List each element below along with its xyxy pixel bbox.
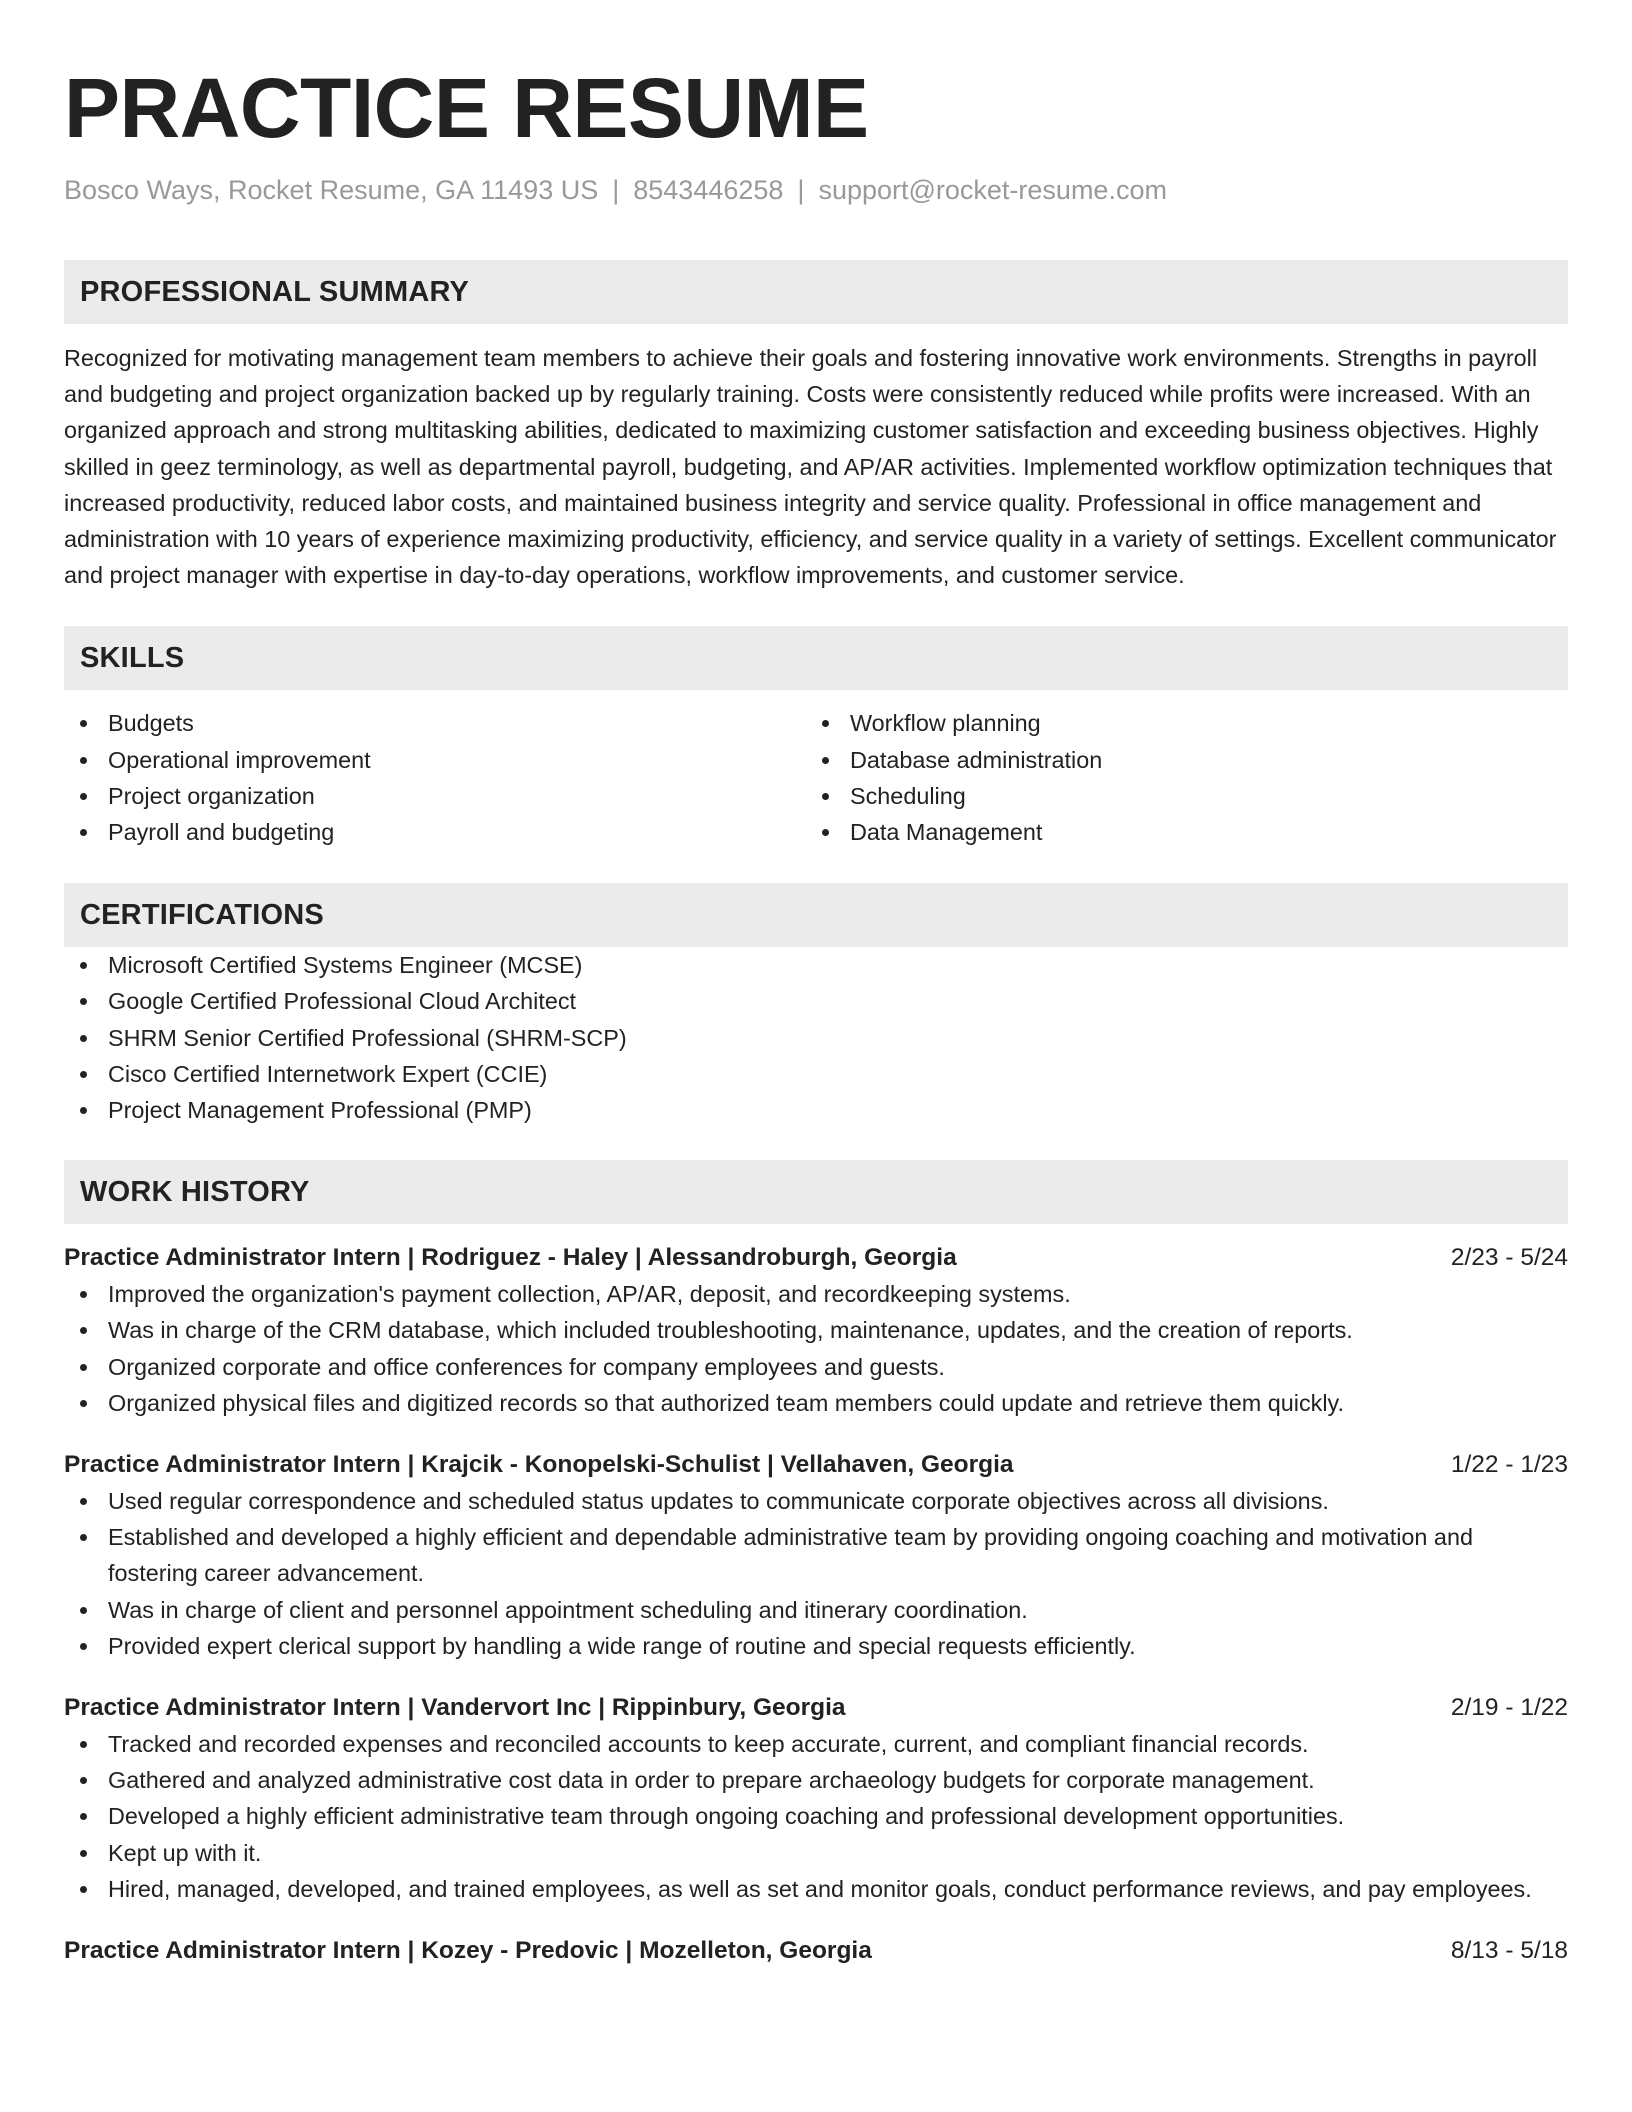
job-dates: 2/23 - 5/24: [1450, 1244, 1568, 1272]
bullet-dot-icon: [80, 1400, 87, 1407]
certification-label: SHRM Senior Certified Professional (SHRM-SCP): [108, 1024, 627, 1051]
job-bullet: [64, 1798, 1568, 1834]
bullet-dot-icon: [80, 1643, 87, 1650]
skill-item: [806, 778, 1548, 814]
job-bullet: [64, 1871, 1568, 1907]
contact-separator: |: [797, 175, 805, 205]
bullet-dot-icon: [80, 1534, 87, 1541]
summary-text: Recognized for motivating management team members to achieve their goals and fostering innovative work environments. Strengths in payroll and budgeting and project organization backed up by regularly training. Costs were consistently reduced while profits were increased. With an organized approach and strong multitasking abilities, dedicated to maximizing customer satisfaction and exceeding business objectives. Highly skilled in geez terminology, as well as departmental payroll, budgeting, and AP/AR activities. Implemented workflow optimization techniques that increased productivity, reduced labor costs, and maintained business integrity and service quality. Professional in office management and administration with 10 years of experience maximizing productivity, efficiency, and service quality in a variety of settings. Excellent communicator and project manager with expertise in day-to-day operations, workflow improvements, and customer service.: [64, 345, 1557, 589]
job-entry: [64, 1240, 1568, 1421]
job-bullet-text: Improved the organization's payment collection, AP/AR, deposit, and recordkeeping systems.: [108, 1281, 1071, 1308]
bullet-dot-icon: [80, 1813, 87, 1820]
resume-name: PRACTICE RESUME: [64, 61, 869, 155]
skills-list-left: [64, 705, 806, 850]
skill-item: [64, 742, 806, 778]
job-heading: Practice Administrator Intern | Vandervort Inc | Rippinbury, Georgia: [64, 1694, 846, 1722]
job-bullet-text: Used regular correspondence and scheduled status updates to communicate corporate objectives across all divisions.: [108, 1488, 1329, 1515]
job-bullet-text: Was in charge of the CRM database, which included troubleshooting, maintenance, updates, and the creation of reports.: [108, 1317, 1353, 1344]
contact-address: Bosco Ways, Rocket Resume, GA 11493 US: [64, 175, 599, 205]
job-entry: [64, 1690, 1568, 1907]
bullet-dot-icon: [80, 1741, 87, 1748]
section-header-certifications: CERTIFICATIONS: [64, 883, 1568, 947]
job-bullet: [64, 1762, 1568, 1798]
job-heading-row: [64, 1447, 1568, 1483]
skill-item: [806, 742, 1548, 778]
job-bullet-text: Was in charge of client and personnel appointment scheduling and itinerary coordination.: [108, 1596, 1028, 1623]
certification-label: Cisco Certified Internetwork Expert (CCIE): [108, 1060, 548, 1087]
job-bullet: [64, 1276, 1568, 1312]
job-bullet-text: Developed a highly efficient administrative team through ongoing coaching and professional development opportunities.: [108, 1803, 1345, 1830]
job-bullet-text: Tracked and recorded expenses and reconciled accounts to keep accurate, current, and compliant financial records.: [108, 1731, 1309, 1758]
bullet-dot-icon: [822, 720, 829, 727]
job-heading: Practice Administrator Intern | Rodriguez - Haley | Alessandroburgh, Georgia: [64, 1244, 957, 1272]
contact-line: [64, 172, 1568, 208]
job-bullet-text: Kept up with it.: [108, 1839, 262, 1866]
job-bullet-text: Hired, managed, developed, and trained employees, as well as set and monitor goals, conduct performance reviews, and pay employees.: [108, 1875, 1532, 1902]
job-bullet: [64, 1312, 1568, 1348]
certifications-list: [64, 947, 1568, 1128]
job-bullet: [64, 1483, 1568, 1519]
bullet-dot-icon: [822, 757, 829, 764]
job-bullet: [64, 1628, 1568, 1664]
job-bullet-text: Organized corporate and office conferences for company employees and guests.: [108, 1353, 945, 1380]
job-bullet-text: Provided expert clerical support by handling a wide range of routine and special requests efficiently.: [108, 1632, 1136, 1659]
bullet-dot-icon: [80, 1035, 87, 1042]
certification-item: [64, 983, 1568, 1019]
resume-page: [64, 0, 1568, 1969]
bullet-dot-icon: [80, 1291, 87, 1298]
contact-email: support@rocket-resume.com: [818, 175, 1167, 205]
skill-item: [806, 814, 1548, 850]
contact-separator: |: [612, 175, 620, 205]
bullet-dot-icon: [80, 1107, 87, 1114]
job-bullet-text: Gathered and analyzed administrative cost data in order to prepare archaeology budgets for corporate management.: [108, 1767, 1315, 1794]
job-entry: [64, 1933, 1568, 1969]
job-bullet: [64, 1592, 1568, 1628]
bullet-dot-icon: [822, 829, 829, 836]
bullet-dot-icon: [80, 720, 87, 727]
bullet-dot-icon: [80, 998, 87, 1005]
job-bullet: [64, 1349, 1568, 1385]
bullet-dot-icon: [80, 1886, 87, 1893]
certification-item: [64, 1092, 1568, 1128]
job-bullet-text: Organized physical files and digitized records so that authorized team members could update and retrieve them quickly.: [108, 1389, 1345, 1416]
contact-phone: 8543446258: [633, 175, 784, 205]
job-heading-row: [64, 1933, 1568, 1969]
certification-label: Project Management Professional (PMP): [108, 1097, 532, 1124]
skill-label: Data Management: [850, 819, 1043, 846]
job-heading: Practice Administrator Intern | Krajcik - Konopelski-Schulist | Vellahaven, Georgia: [64, 1451, 1014, 1479]
skill-label: Budgets: [108, 710, 194, 737]
skill-item: [64, 705, 806, 741]
certification-label: Microsoft Certified Systems Engineer (MCSE): [108, 952, 583, 979]
job-dates: 2/19 - 1/22: [1450, 1694, 1568, 1722]
bullet-dot-icon: [80, 1071, 87, 1078]
section-header-skills: SKILLS: [64, 626, 1568, 690]
certification-item: [64, 1020, 1568, 1056]
bullet-dot-icon: [80, 1364, 87, 1371]
bullet-dot-icon: [80, 962, 87, 969]
bullet-dot-icon: [822, 793, 829, 800]
certification-item: [64, 947, 1568, 983]
bullet-dot-icon: [80, 757, 87, 764]
skill-item: [64, 814, 806, 850]
job-bullet: [64, 1726, 1568, 1762]
skills-grid: [64, 705, 1568, 850]
job-heading-row: [64, 1690, 1568, 1726]
job-bullet: [64, 1835, 1568, 1871]
job-bullet: [64, 1519, 1568, 1591]
skill-label: Scheduling: [850, 782, 966, 809]
section-header-summary: PROFESSIONAL SUMMARY: [64, 260, 1568, 324]
bullet-dot-icon: [80, 1607, 87, 1614]
skill-item: [64, 778, 806, 814]
job-bullet: [64, 1385, 1568, 1421]
certification-label: Google Certified Professional Cloud Architect: [108, 988, 577, 1015]
job-bullet-text: Established and developed a highly efficient and dependable administrative team by providing ongoing coaching and motivation and fostering career advancement.: [108, 1524, 1473, 1587]
bullet-dot-icon: [80, 793, 87, 800]
job-dates: 1/22 - 1/23: [1450, 1451, 1568, 1479]
job-heading-row: [64, 1240, 1568, 1276]
job-bullet-list: [64, 1276, 1568, 1421]
skill-label: Operational improvement: [108, 746, 371, 773]
skill-label: Database administration: [850, 746, 1103, 773]
skills-list-right: [806, 705, 1548, 850]
job-heading: Practice Administrator Intern | Kozey - Predovic | Mozelleton, Georgia: [64, 1937, 872, 1965]
bullet-dot-icon: [80, 1850, 87, 1857]
section-header-work-history: WORK HISTORY: [64, 1160, 1568, 1224]
bullet-dot-icon: [80, 1498, 87, 1505]
job-bullet-list: [64, 1483, 1568, 1664]
job-entry: [64, 1447, 1568, 1664]
job-dates: 8/13 - 5/18: [1450, 1937, 1568, 1965]
bullet-dot-icon: [80, 1777, 87, 1784]
skill-label: Project organization: [108, 782, 315, 809]
skill-label: Payroll and budgeting: [108, 819, 335, 846]
bullet-dot-icon: [80, 1327, 87, 1334]
certification-item: [64, 1056, 1568, 1092]
job-bullet-list: [64, 1726, 1568, 1907]
skill-item: [806, 705, 1548, 741]
bullet-dot-icon: [80, 829, 87, 836]
skill-label: Workflow planning: [850, 710, 1041, 737]
